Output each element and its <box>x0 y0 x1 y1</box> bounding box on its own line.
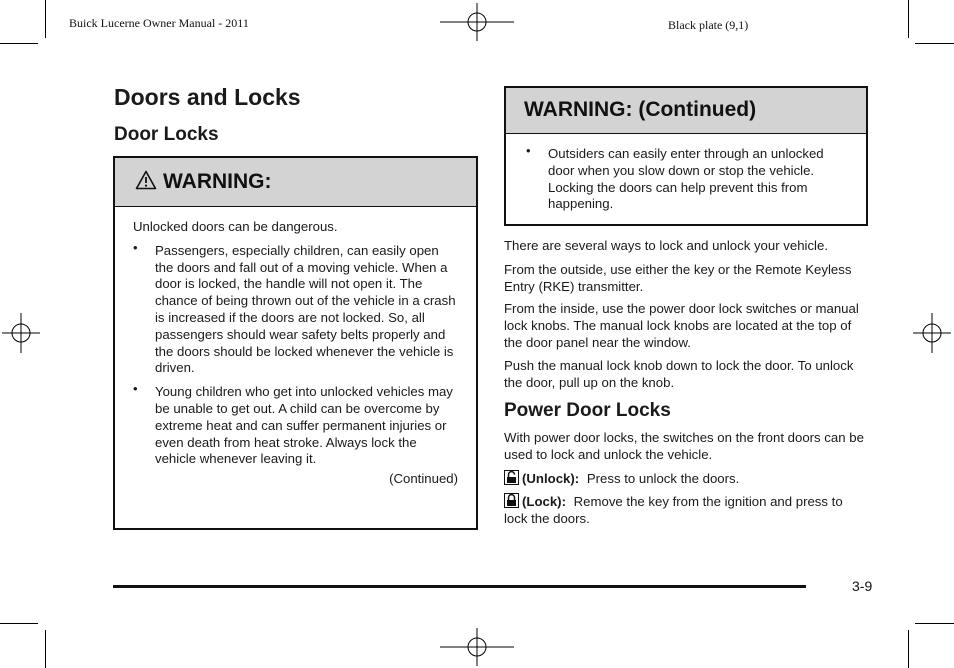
paragraph: From the inside, use the power door lock switches or manual lock knobs. The manual lock knobs are located at the top of the door panel near the window. <box>504 301 859 350</box>
lock-icon <box>504 493 519 508</box>
crop-mark <box>0 623 38 624</box>
crop-mark <box>0 43 38 44</box>
registration-mark-icon <box>440 628 514 666</box>
warning-body <box>115 207 476 488</box>
unlock-row <box>504 470 869 488</box>
warning-box <box>113 156 478 530</box>
crop-mark <box>908 0 909 38</box>
registration-mark-icon <box>913 313 951 353</box>
unlock-label: (Unlock): <box>522 470 580 486</box>
warning-continued-box <box>504 86 868 226</box>
footer-rule <box>113 585 806 588</box>
list-item <box>133 381 458 468</box>
bullet-text: Passengers, especially children, can easily open the doors and fall out of a moving vehicle. When a door is locked, the handle will not open it. The chance of being thrown out of the vehicle in a crash is increased if the doors are not locked. So, all passengers should wear safety belts properly and the doors should be locked whenever the vehicle is driven. <box>155 242 456 376</box>
crop-mark <box>45 630 46 668</box>
page-number: 3-9 <box>852 578 873 594</box>
warning-intro: Unlocked doors can be dangerous. <box>133 219 338 234</box>
list-item <box>526 143 850 213</box>
bullet-text: Outsiders can easily enter through an unlocked door when you slow down or stop the vehicle. Locking the doors can help prevent this from happening. <box>548 146 824 212</box>
power-locks-text <box>504 430 869 528</box>
warning-body <box>506 134 866 213</box>
bullet-dot: • <box>526 143 531 158</box>
bullet-text: Young children who get into unlocked vehicles may be unable to get out. A child can be overcome by extreme heat and can suffer permanent injuries or even death from heat stroke. Always lock the vehicle whenever leaving it. <box>155 384 453 467</box>
continued-label: (Continued) <box>389 471 458 487</box>
warning-header <box>115 158 476 207</box>
unlock-icon <box>504 470 519 485</box>
unlock-text: Press to unlock the doors. <box>586 470 740 486</box>
manual-title: Buick Lucerne Owner Manual - 2011 <box>69 16 249 30</box>
lock-row <box>504 493 869 528</box>
section-title: Door Locks <box>114 124 219 145</box>
paragraph: There are several ways to lock and unlock your vehicle. <box>504 238 828 253</box>
paragraph: With power door locks, the switches on the front doors can be used to lock and unlock the vehicle. <box>504 430 864 462</box>
warning-header: WARNING: (Continued) <box>506 88 866 134</box>
paragraph: Push the manual lock knob down to lock the door. To unlock the door, pull up on the knob. <box>504 357 854 390</box>
section-title: Power Door Locks <box>504 400 671 421</box>
registration-mark-icon <box>440 3 514 41</box>
crop-mark <box>45 0 46 38</box>
bullet-dot: • <box>133 381 138 397</box>
crop-mark <box>908 630 909 668</box>
page-title: Doors and Locks <box>114 84 301 110</box>
lock-label: (Lock): <box>522 494 566 510</box>
body-text <box>504 238 869 391</box>
paragraph: From the outside, use either the key or the Remote Keyless Entry (RKE) transmitter. <box>504 261 852 294</box>
registration-mark-icon <box>2 313 40 353</box>
lock-text: Remove the key from the ignition and press to lock the doors. <box>504 494 843 527</box>
list-item <box>133 239 458 377</box>
warning-heading: WARNING: <box>163 170 272 193</box>
bullet-dot: • <box>133 239 138 255</box>
crop-mark <box>915 623 954 624</box>
warning-triangle-icon <box>135 170 157 190</box>
crop-mark <box>915 43 954 44</box>
plate-label: Black plate (9,1) <box>668 18 749 32</box>
